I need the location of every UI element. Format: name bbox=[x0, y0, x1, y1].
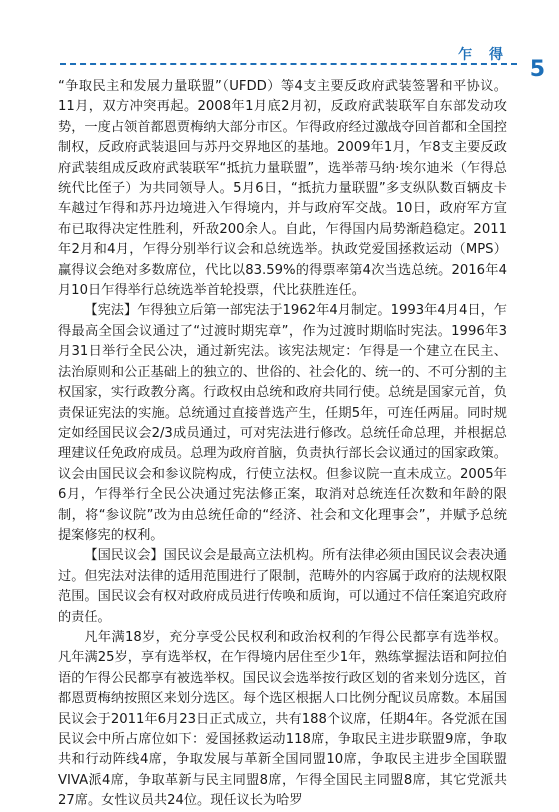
section-title: 乍 得 bbox=[458, 47, 509, 63]
paragraph-elections: 凡年满18岁，充分享受公民权利和政治权利的乍得公民都享有选举权。凡年满25岁，享有选举权，在乍得境内居住至少1年，熟练掌握法语和阿拉伯语的乍得公民都享有被选举权。国民议会选举按行政区划的省来划分选区，首都恩贾梅纳按照区来划分选区。每个选区根据人口比例分配议员席数。本届国民议会于2011年6月23日正式成立，共有188个议席，任期4年。各党派在国民议会中所占席位如下：爱国拯救运动118席，争取民主进步联盟9席，争取共和行动阵线4席，争取发展与革新全国同盟10席，争取民主进步全国联盟VIVA派4席，争取革新与民主同盟8席，乍得全国民主同盟8席，其它党派共27席。女性议员共24位。现任议长为哈罗 bbox=[58, 629, 507, 809]
paragraph: “争取民主和发展力量联盟”（UFDD）等4支主要反政府武装签署和平协议。11月，双方冲突再起。2008年1月底2月初，反政府武装联军自东部发动攻势，一度占领首都恩贾梅纳大部分市区。乍得政府经过激战夺回首都和全国控制权，反政府武装退回与苏丹交界地区的基地。2009年1月，乍8支主要反政府武装组成反政府武装联军“抵抗力量联盟”，选举蒂马纳·埃尔迪米（乍得总统代比侄子）为共同领导人。5月6日，“抵抗力量联盟”多支纵队数百辆皮卡车越过乍得和苏丹边境进入乍得境内，并与政府军交战。10日，政府军方宣布已取得决定性胜利，歼敌200余人。自此，乍得国内局势渐趋稳定。2011年2月和4月，乍得分别举行议会和总统选举。执政党爱国拯救运动（MPS）赢得议会绝对多数席位，代比以83.59%的得票率第4次当选总统。2016年4月10日乍得举行总统选举首轮投票，代比获胜连任。 bbox=[58, 79, 507, 299]
page-number: 5 bbox=[529, 57, 545, 82]
paragraph-constitution: 【宪法】乍得独立后第一部宪法于1962年4月制定。1993年4月4日，乍得最高全国会议通过了“过渡时期宪章”，作为过渡时期临时宪法。1996年3月31日举行全民公决，通过新宪法。该宪法规定：乍得是一个建立在民主、法治原则和公正基础上的独立的、世俗的、社会化的、统一的、不可分割的主权国家，实行政教分离。行政权由总统和政府共同行使。总统是国家元首，负责保证宪法的实施。总统通过直接普选产生，任期5年，可连任两届。同时规定如经国民议会2/3成员通过，可对宪法进行修改。总统任命总理，并根据总理建议任免政府成员。总理为政府首脑，负责执行部长会议通过的国家政策。议会由国民议会和参议院构成，行使立法权。但参议院一直未成立。2005年6月，乍得举行全民公决通过宪法修正案，取消对总统连任次数和年龄的限制，将“参议院”改为由总统任命的“经济、社会和文化理事会”，并赋予总统提案修宪的权利。 bbox=[58, 303, 507, 543]
body-text bbox=[58, 77, 507, 812]
paragraph-national-assembly: 【国民议会】国民议会是最高立法机构。所有法律必须由国民议会表决通过。但宪法对法律的适用范围进行了限制，范畴外的内容属于政府的法规权限范围。国民议会有权对政府成员进行传唤和质询，可以通过不信任案追究政府的责任。 bbox=[58, 548, 507, 625]
page-header bbox=[0, 0, 559, 82]
header-divider bbox=[60, 63, 517, 65]
